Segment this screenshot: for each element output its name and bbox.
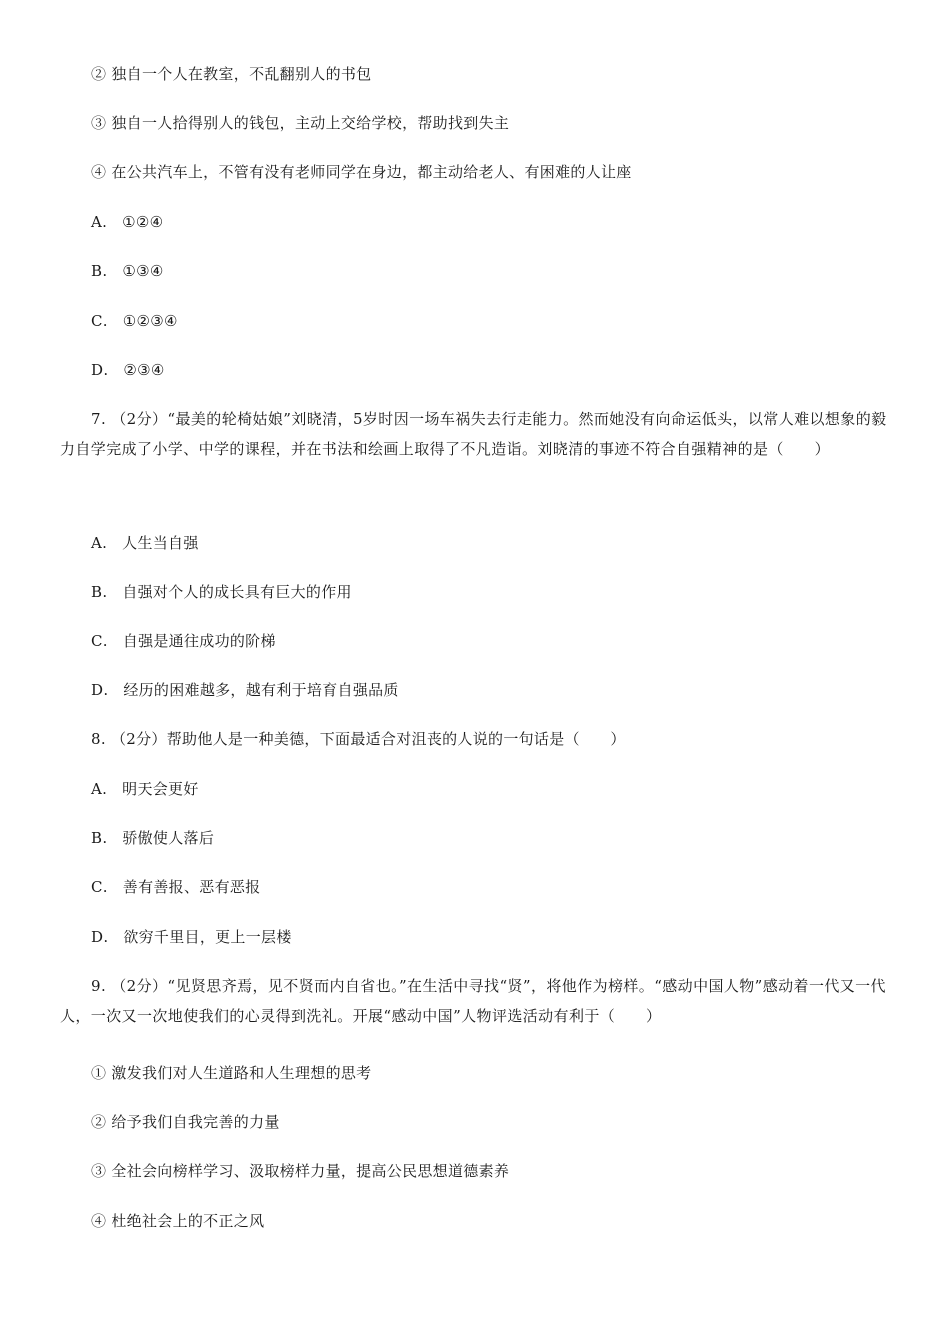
option-text: 经历的困难越多，越有利于培育自强品质	[123, 681, 399, 699]
option-letter: A	[91, 534, 103, 552]
q6-option-a[interactable]: A. ①②④	[91, 213, 164, 231]
option-text: ①②③④	[122, 312, 178, 330]
option-letter: C	[91, 878, 103, 896]
q7-option-c[interactable]: C. 自强是通往成功的阶梯	[91, 632, 276, 650]
q7-option-a[interactable]: A. 人生当自强	[91, 534, 199, 552]
option-letter: D	[91, 928, 104, 946]
option-letter: A	[91, 780, 103, 798]
q6-item-4: ④ 在公共汽车上，不管有没有老师同学在身边，都主动给老人、有困难的人让座	[91, 163, 632, 181]
option-letter: B	[91, 583, 103, 601]
option-letter: A	[91, 213, 103, 231]
option-text: ①③④	[122, 262, 164, 280]
q6-option-d[interactable]: D. ②③④	[91, 361, 165, 379]
option-text: 欲穷千里目，更上一层楼	[123, 928, 292, 946]
q6-item-2: ② 独自一个人在教室，不乱翻别人的书包	[91, 65, 372, 83]
option-letter: D	[91, 681, 104, 699]
option-text: 自强是通往成功的阶梯	[122, 632, 276, 650]
q9-item-2: ② 给予我们自我完善的力量	[91, 1113, 280, 1131]
q9-stem: 9. （2分）“见贤思齐焉，见不贤而内自省也。”在生活中寻找“贤”，将他作为榜样。“感动中国人物”感动着一代又一代人，一次又一次地使我们的心灵得到洗礼。开展“感动中国”人物评选活动有利于（ ）	[60, 977, 886, 1025]
q6-option-b[interactable]: B. ①③④	[91, 262, 164, 280]
option-letter: B	[91, 262, 103, 280]
option-letter: B	[91, 829, 103, 847]
q7-option-b[interactable]: B. 自强对个人的成长具有巨大的作用	[91, 583, 352, 601]
option-letter: D	[91, 361, 104, 379]
q6-option-c[interactable]: C. ①②③④	[91, 312, 178, 330]
option-text: 善有善报、恶有恶报	[122, 878, 261, 896]
q9-item-3: ③ 全社会向榜样学习、汲取榜样力量，提高公民思想道德素养	[91, 1162, 510, 1180]
option-text: ②③④	[123, 361, 165, 379]
q8-option-b[interactable]: B. 骄傲使人落后	[91, 829, 215, 847]
q9-item-1: ① 激发我们对人生道路和人生理想的思考	[91, 1064, 372, 1082]
q8-option-d[interactable]: D. 欲穷千里目，更上一层楼	[91, 928, 292, 946]
option-text: 骄傲使人落后	[122, 829, 215, 847]
q8-option-a[interactable]: A. 明天会更好	[91, 780, 199, 798]
q8-option-c[interactable]: C. 善有善报、恶有恶报	[91, 878, 261, 896]
q8-stem: 8. （2分）帮助他人是一种美德，下面最适合对沮丧的人说的一句话是（ ）	[91, 730, 626, 748]
option-text: 人生当自强	[122, 534, 199, 552]
option-text: 自强对个人的成长具有巨大的作用	[122, 583, 352, 601]
q7-option-d[interactable]: D. 经历的困难越多，越有利于培育自强品质	[91, 681, 399, 699]
q7-stem: 7. （2分）“最美的轮椅姑娘”刘晓清，5岁时因一场车祸失去行走能力。然而她没有向命运低头，以常人难以想象的毅力自学完成了小学、中学的课程，并在书法和绘画上取得了不凡造诣。刘晓清的事迹不符合自强精神的是（ ）	[60, 410, 887, 458]
option-text: ①②④	[122, 213, 164, 231]
option-text: 明天会更好	[122, 780, 199, 798]
option-letter: C	[91, 312, 103, 330]
option-letter: C	[91, 632, 103, 650]
q6-item-3: ③ 独自一人拾得别人的钱包，主动上交给学校，帮助找到失主	[91, 114, 510, 132]
q9-item-4: ④ 杜绝社会上的不正之风	[91, 1212, 265, 1230]
